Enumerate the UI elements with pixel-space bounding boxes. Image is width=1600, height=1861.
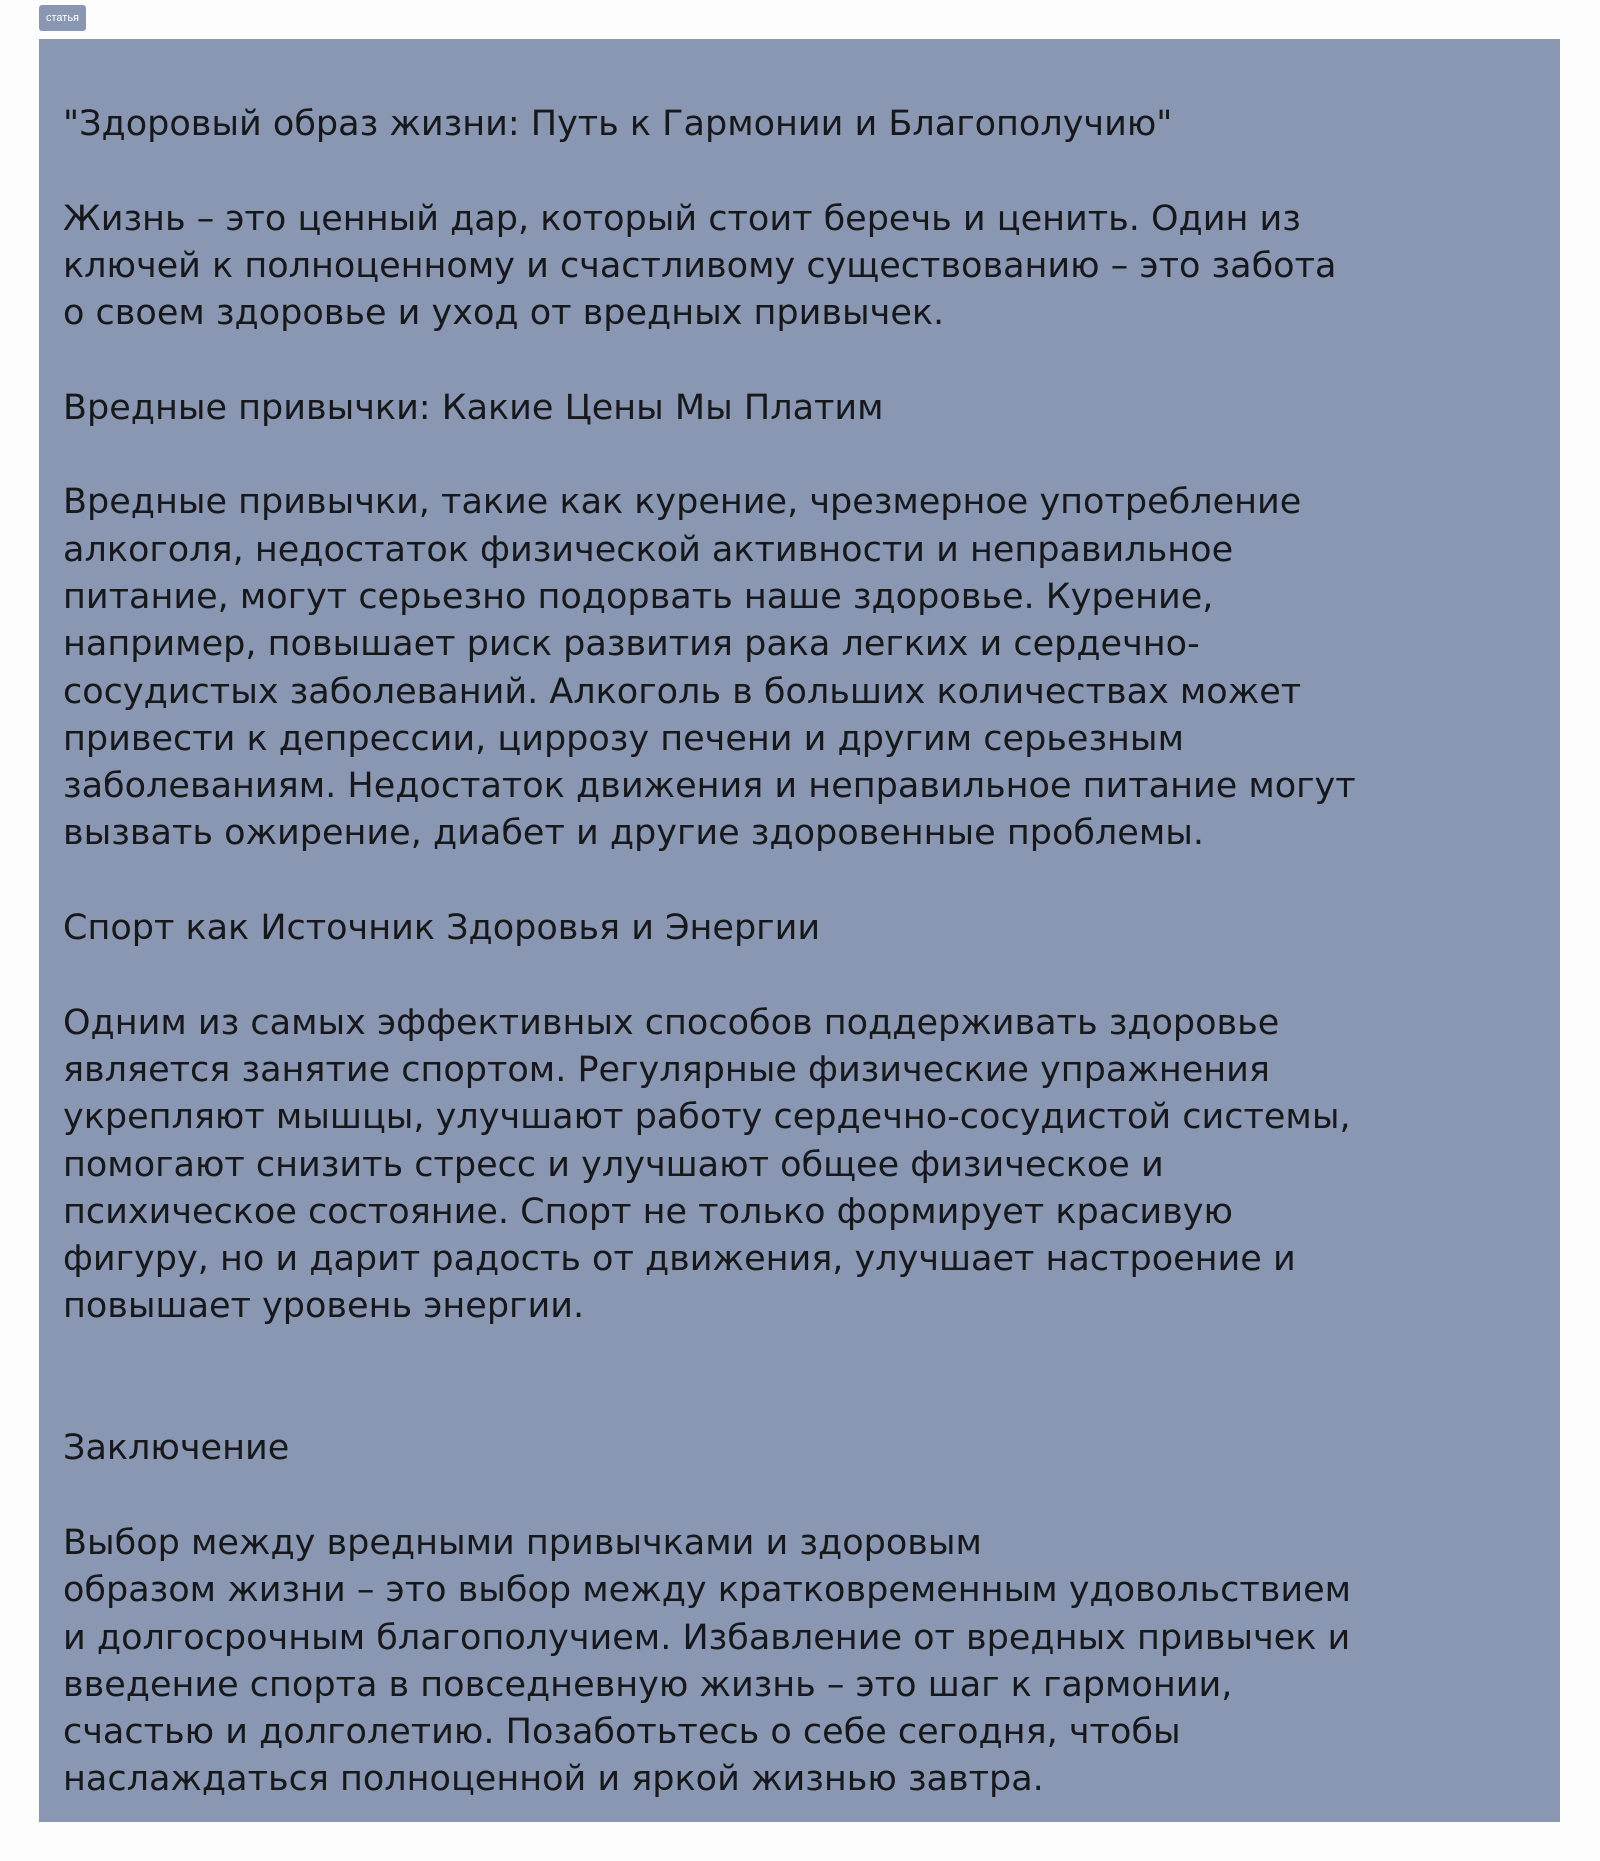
intro-line: ключей к полноценному и счастливому существованию – это забота <box>63 245 1337 286</box>
paragraph-gap <box>63 952 1536 999</box>
paragraph-gap <box>63 432 1536 479</box>
habits-line: вызвать ожирение, диабет и другие здоровенные проблемы. <box>63 813 1205 854</box>
sport-line: является занятие спортом. Регулярные физические упражнения <box>63 1049 1270 1090</box>
paragraph-gap <box>63 148 1536 195</box>
article-body <box>63 101 1536 1804</box>
intro-line: Жизнь – это ценный дар, который стоит беречь и ценить. Один из <box>63 198 1301 239</box>
conclusion-line: Выбор между вредными привычками и здоровым <box>63 1522 982 1563</box>
habits-line: заболеваниям. Недостаток движения и неправильное питание могут <box>63 766 1356 807</box>
heading-habits: Вредные привычки: Какие Цены Мы Платим <box>63 387 884 428</box>
paragraph-gap <box>63 1378 1536 1425</box>
heading-sport: Спорт как Источник Здоровья и Энергии <box>63 908 821 949</box>
category-tag[interactable]: статья <box>39 5 86 31</box>
sport-line: фигуру, но и дарит радость от движения, улучшает настроение и <box>63 1239 1296 1280</box>
paragraph-gap <box>63 1473 1536 1520</box>
conclusion-line: и долгосрочным благополучием. Избавление от вредных привычек и <box>63 1617 1351 1658</box>
habits-line: сосудистых заболеваний. Алкоголь в больших количествах может <box>63 671 1302 712</box>
paragraph-gap <box>63 1331 1536 1378</box>
sport-line: Одним из самых эффективных способов поддерживать здоровье <box>63 1002 1280 1043</box>
sport-line: помогают снизить стресс и улучшают общее физическое и <box>63 1144 1164 1185</box>
conclusion-line: наслаждаться полноценной и яркой жизнью завтра. <box>63 1759 1044 1800</box>
article-card <box>39 39 1560 1822</box>
habits-line: питание, могут серьезно подорвать наше здоровье. Курение, <box>63 576 1214 617</box>
sport-line: повышает уровень энергии. <box>63 1286 585 1327</box>
habits-line: привести к депрессии, циррозу печени и другим серьезным <box>63 718 1184 759</box>
habits-line: Вредные привычки, такие как курение, чрезмерное употребление <box>63 482 1302 523</box>
heading-conclusion: Заключение <box>63 1428 290 1469</box>
intro-line: о своем здоровье и уход от вредных привычек. <box>63 293 945 334</box>
paragraph-gap <box>63 337 1536 384</box>
conclusion-line: счастью и долголетию. Позаботьтесь о себе сегодня, чтобы <box>63 1712 1181 1753</box>
paragraph-gap <box>63 858 1536 905</box>
habits-line: например, повышает риск развития рака легких и сердечно- <box>63 624 1200 665</box>
habits-line: алкоголя, недостаток физической активности и неправильное <box>63 529 1234 570</box>
sport-line: психическое состояние. Спорт не только формирует красивую <box>63 1191 1233 1232</box>
sport-line: укрепляют мышцы, улучшают работу сердечно-сосудистой системы, <box>63 1097 1351 1138</box>
article-title: "Здоровый образ жизни: Путь к Гармонии и Благополучию" <box>63 104 1173 144</box>
conclusion-line: введение спорта в повседневную жизнь – это шаг к гармонии, <box>63 1664 1233 1705</box>
conclusion-line: образом жизни – это выбор между кратковременным удовольствием <box>63 1570 1352 1611</box>
